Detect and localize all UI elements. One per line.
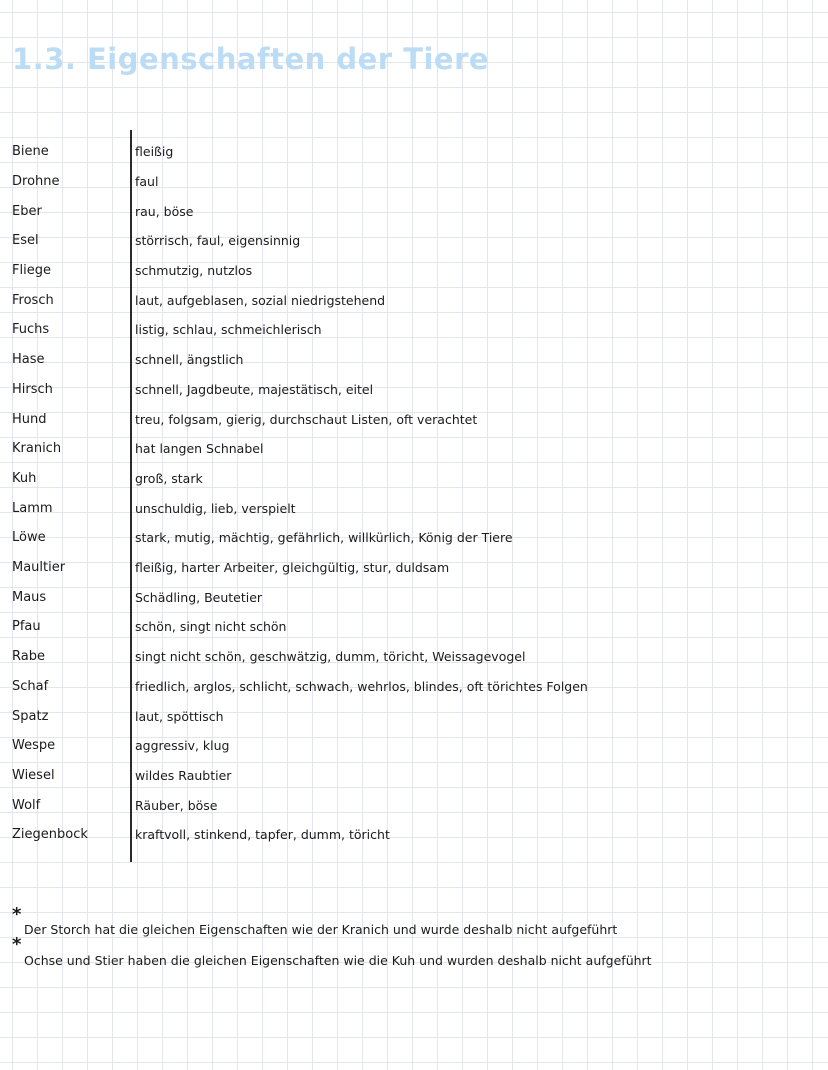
footnote-marker: * [12, 904, 22, 925]
table-row [0, 528, 828, 552]
animal-traits: Räuber, böse [135, 798, 218, 813]
table-row [0, 291, 828, 315]
animal-traits: groß, stark [135, 471, 203, 486]
animal-traits: schmutzig, nutzlos [135, 263, 253, 278]
animal-name: Rabe [12, 649, 45, 664]
animal-name: Drohne [12, 174, 60, 189]
table-row [0, 558, 828, 582]
table-row [0, 766, 828, 790]
animal-name: Pfau [12, 619, 41, 634]
animal-traits: wildes Raubtier [135, 768, 232, 783]
page-title: 1.3. Eigenschaften der Tiere [12, 42, 490, 76]
footnote-ochse-stier: Ochse und Stier haben die gleichen Eigenschaften wie die Kuh und wurden deshalb nicht aufgeführt [24, 953, 652, 968]
animal-traits: rau, böse [135, 204, 194, 219]
table-row [0, 707, 828, 731]
animal-traits: hat langen Schnabel [135, 441, 264, 456]
table-row [0, 469, 828, 493]
animal-traits: unschuldig, lieb, verspielt [135, 501, 296, 516]
animal-traits: aggressiv, klug [135, 738, 230, 753]
table-row [0, 142, 828, 166]
animal-traits: schnell, ängstlich [135, 352, 244, 367]
animal-traits: stark, mutig, mächtig, gefährlich, willkürlich, König der Tiere [135, 530, 513, 545]
animal-traits: fleißig [135, 144, 174, 159]
table-row [0, 439, 828, 463]
table-row [0, 261, 828, 285]
table-row [0, 350, 828, 374]
table-row [0, 677, 828, 701]
animal-traits: laut, aufgeblasen, sozial niedrigstehend [135, 293, 386, 308]
animal-traits: kraftvoll, stinkend, tapfer, dumm, töricht [135, 827, 390, 842]
table-row [0, 796, 828, 820]
footnote-marker: * [12, 934, 22, 955]
table-row [0, 202, 828, 226]
table-row [0, 617, 828, 641]
animal-traits: listig, schlau, schmeichlerisch [135, 322, 322, 337]
animal-name: Fliege [12, 263, 51, 278]
animal-name: Schaf [12, 679, 49, 694]
table-row [0, 410, 828, 434]
animal-traits: singt nicht schön, geschwätzig, dumm, töricht, Weissagevogel [135, 649, 526, 664]
table-row [0, 231, 828, 255]
animal-name: Hirsch [12, 382, 53, 397]
animal-name: Biene [12, 144, 49, 159]
animal-name: Maus [12, 590, 47, 605]
animal-name: Wolf [12, 798, 41, 813]
table-row [0, 320, 828, 344]
animal-name: Eber [12, 204, 42, 219]
animal-traits: friedlich, arglos, schlicht, schwach, wehrlos, blindes, oft törichtes Folgen [135, 679, 588, 694]
table-row [0, 172, 828, 196]
animal-name: Hase [12, 352, 45, 367]
footnote-storch: Der Storch hat die gleichen Eigenschaften wie der Kranich und wurde deshalb nicht aufgeführt [24, 922, 618, 937]
animal-traits: schnell, Jagdbeute, majestätisch, eitel [135, 382, 374, 397]
animal-name: Wespe [12, 738, 56, 753]
animal-name: Frosch [12, 293, 54, 308]
animal-name: Lamm [12, 501, 53, 516]
animal-traits: fleißig, harter Arbeiter, gleichgültig, stur, duldsam [135, 560, 450, 575]
animal-name: Löwe [12, 530, 46, 545]
animal-traits: treu, folgsam, gierig, durchschaut Listen, oft verachtet [135, 412, 478, 427]
table-row [0, 736, 828, 760]
animal-traits: schön, singt nicht schön [135, 619, 287, 634]
animal-name: Ziegenbock [12, 827, 88, 842]
animal-traits: faul [135, 174, 159, 189]
table-row [0, 825, 828, 849]
table-row [0, 380, 828, 404]
animal-name: Hund [12, 412, 47, 427]
animal-traits: Schädling, Beutetier [135, 590, 263, 605]
animal-name: Maultier [12, 560, 66, 575]
table-row [0, 499, 828, 523]
animal-name: Spatz [12, 709, 49, 724]
table-row [0, 647, 828, 671]
animal-traits: laut, spöttisch [135, 709, 224, 724]
animal-traits: störrisch, faul, eigensinnig [135, 233, 301, 248]
animal-name: Kranich [12, 441, 62, 456]
animal-name: Kuh [12, 471, 37, 486]
animal-name: Fuchs [12, 322, 50, 337]
animal-name: Wiesel [12, 768, 55, 783]
table-row [0, 588, 828, 612]
animal-name: Esel [12, 233, 39, 248]
